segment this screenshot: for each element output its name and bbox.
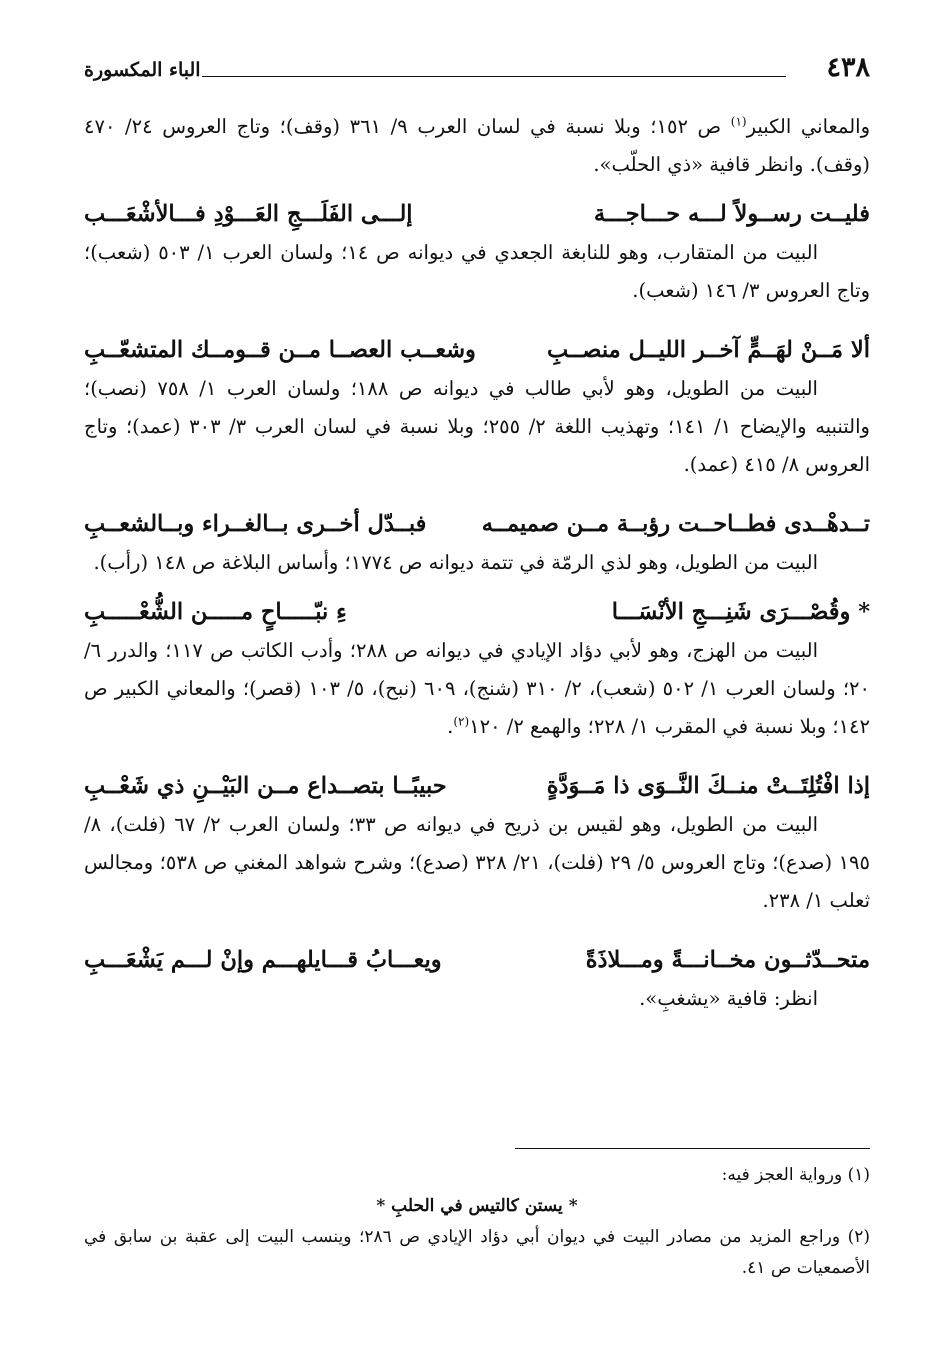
second-hemistich: إلـــى الفَلَـــجِ العَـــوْدِ فـــالأشْعَـــب <box>84 201 413 227</box>
verse-commentary: البيت من الطويل، وهو لقيس بن ذريح في ديوانه ص ٣٣؛ ولسان العرب ٢/ ٦٧ (فلت)، ٨/ ١٩٥ (صدع)؛ وتاج العروس ٥/ ٢٩ (فلت)، ٢١/ ٣٢٨ (صدع)؛ وشرح شواهد المغني ص ٥٣٨؛ ومجالس ثعلب ١/ ٢٣٨. <box>84 813 870 912</box>
footnote-1-verse: * يستن كالتيس في الحلبِ * <box>376 1196 578 1216</box>
first-hemistich: إذا افْتُلِتَــتْ منــكَ النَّــوَى ذا مَــوَدَّةٍ <box>546 773 870 799</box>
verse-line <box>84 194 870 234</box>
verse-commentary <box>84 632 870 746</box>
chapter-title: الباء المكسورة <box>84 59 201 81</box>
running-header <box>84 52 870 84</box>
commentary-text: البيت من الهزج، وهو لأبي دؤاد الإيادي في ديوانه ص ٢٨٨؛ وأدب الكاتب ص ١١٧؛ والدرر ٦/ ٢٠؛ ولسان العرب ١/ ٥٠٢ (شعب)، ٢/ ٣١٠ (شنج)، ٦٠٩ (نبح)، ٥/ ١٠٣ (قصر)؛ والمعاني الكبير ص ١٤٢؛ وبلا نسبة في المقرب ١/ ٢٢٨؛ والهمع ٢/ ١٢٠ <box>84 639 870 738</box>
page-body <box>84 108 870 1018</box>
footnote-ref-1[interactable]: (١) <box>730 114 747 129</box>
first-hemistich: ألا مَــنْ لهَــمٍّ آخــر الليــل منصــبِ <box>547 337 870 363</box>
verse-commentary: البيت من الطويل، وهو لأبي طالب في ديوانه ص ١٨٨؛ ولسان العرب ١/ ٧٥٨ (نصب)؛ والتنبيه والإيضاح ١/ ١٤١؛ وتهذيب اللغة ٢/ ٢٥٥؛ وبلا نسبة في لسان العرب ٣/ ٣٠٣ (عمد)؛ وتاج العروس ٨/ ٤١٥ (عمد). <box>84 377 870 476</box>
footnote-1-label: (١) ورواية العجز فيه: <box>721 1165 870 1185</box>
verse-line <box>84 330 870 370</box>
intro-paragraph <box>84 108 870 184</box>
second-hemistich: وشعــب العصــا مــن قــومــك المتشعّــبِ <box>84 337 476 363</box>
footnote-2: (٢) وراجع المزيد من مصادر البيت في ديوان أبي دؤاد الإيادي ص ٢٨٦؛ وينسب البيت إلى عقبة بن سابق في الأصمعيات ص ٤١. <box>84 1227 870 1278</box>
first-hemistich: متحــدّثــون مخــانـــةً ومـــلاذَةً <box>585 947 870 973</box>
commentary-end: . <box>447 715 454 738</box>
page-number: ٤٣٨ <box>826 52 870 83</box>
verse-line <box>84 504 870 544</box>
footnote-ref-2[interactable]: (٢) <box>453 714 470 729</box>
footnotes <box>84 1160 870 1284</box>
verse-commentary: البيت من الطويل، وهو لذي الرمّة في تتمة ديوانه ص ١٧٧٤؛ وأساس البلاغة ص ١٤٨ (رأب). <box>93 551 818 574</box>
first-hemistich: * وقُصْـــرَى شَنِـــجِ الأنْسَـــا <box>611 599 870 625</box>
verse-line <box>84 940 870 980</box>
second-hemistich: فبــدّل أخــرى بــالغــراء وبــالشعــبِ <box>84 511 427 537</box>
intro-text-before: والمعاني الكبير <box>746 115 870 138</box>
verse-commentary: البيت من المتقارب، وهو للنابغة الجعدي في ديوانه ص ١٤؛ ولسان العرب ١/ ٥٠٣ (شعب)؛ وتاج العروس ٣/ ١٤٦ (شعب). <box>84 241 870 302</box>
header-rule <box>202 76 786 77</box>
first-hemistich: فليــت رســولاً لـــه حـــاجـــة <box>593 201 870 227</box>
first-hemistich: تــدهْــدى فطــاحــت رؤبــة مــن صميمــه <box>481 511 870 537</box>
footnote-rule <box>515 1148 870 1149</box>
second-hemistich: ويعـــابُ قـــايلهـــم وإنْ لـــم يَشْعَـــبِ <box>84 947 442 973</box>
second-hemistich: حبيبًــا بتصــداع مــن البَيْــنِ ذي شَعْــبِ <box>84 773 447 799</box>
verse-line <box>84 766 870 806</box>
verse-line <box>84 592 870 632</box>
second-hemistich: ءِ نبّـــــاحٍ مـــــن الشُّعْـــــبِ <box>84 599 347 625</box>
verse-commentary: انظر: قافية «يشغبِ». <box>639 987 818 1010</box>
intro-text-after: ص ١٥٢؛ وبلا نسبة في لسان العرب ٩/ ٣٦١ (وقف)؛ وتاج العروس ٢٤/ ٤٧٠ (وقف). وانظر قافية «ذي الحلّب». <box>84 115 870 176</box>
